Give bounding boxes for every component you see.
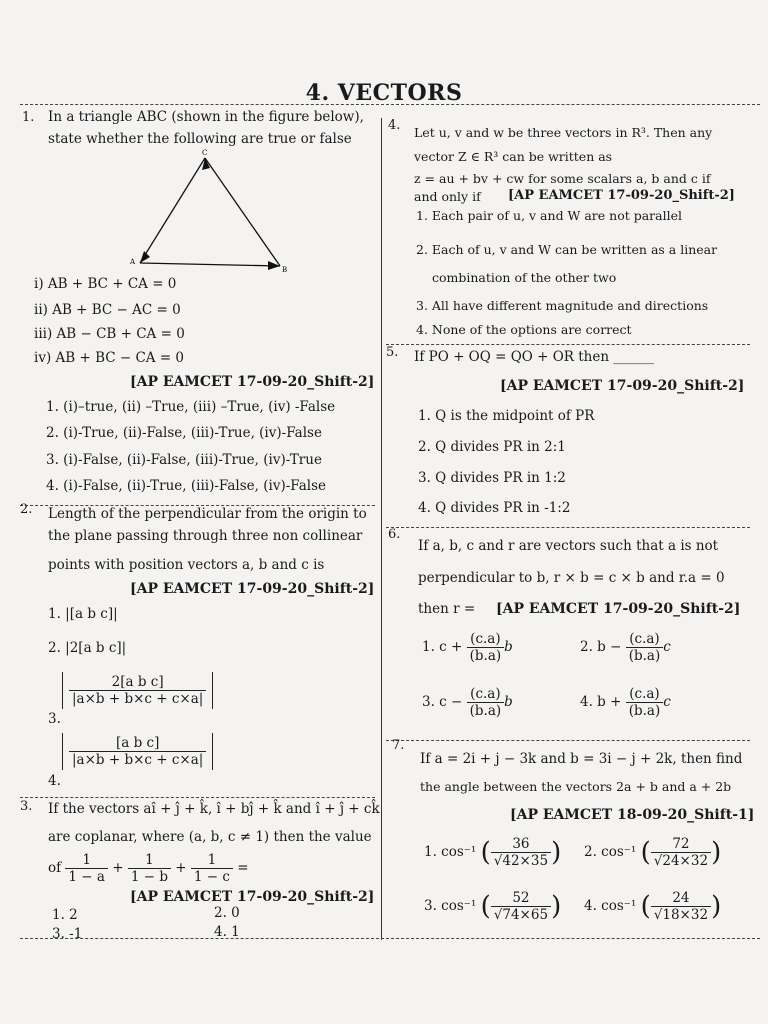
answer-option[interactable]: 2. Q divides PR in 2:1	[418, 439, 566, 455]
answer-option[interactable]	[62, 733, 213, 770]
question-expression: of $\frac{1}{1 - a}$ + $\frac{1}{1 - b}$ + $\frac{1}{1 - c}$ =	[48, 852, 249, 885]
fraction-numerator: (c.a)	[626, 631, 664, 648]
answer-option[interactable]: 3. cos⁻¹ ( $\frac{52}{√74\times 65}$ )	[424, 890, 562, 923]
question-text: the angle between the vectors 2a + b and a + 2b	[420, 779, 732, 794]
fraction-denominator: |a×b + b×c + c×a|	[72, 691, 204, 707]
divider	[386, 740, 750, 741]
page-title: 4. VECTORS	[305, 80, 463, 106]
question-text: If the vectors aî + ĵ + k̂, î + bĵ + k̂ and î + ĵ + ck̂	[48, 801, 380, 817]
fraction-denominator: (b.a)	[469, 703, 502, 719]
answer-option[interactable]: 2. (i)-True, (ii)-False, (iii)-True, (iv)-False	[46, 425, 322, 441]
answer-option[interactable]: 1. cos⁻¹ ( $\frac{36}{√42\times 35}$ )	[424, 836, 562, 869]
question-text: perpendicular to b, r × b = c × b and r.a = 0	[418, 570, 725, 586]
fraction-numerator: 36	[491, 836, 551, 853]
answer-option[interactable]: 4. Q divides PR in -1:2	[418, 500, 571, 516]
divider	[20, 797, 375, 798]
fraction-denominator: √24×32	[653, 853, 709, 869]
vector-symbol: c	[663, 694, 671, 710]
question-number: 2.	[20, 502, 33, 517]
fraction-numerator: 1	[191, 852, 233, 869]
answer-option[interactable]: 1. |[a b c]|	[48, 606, 118, 622]
answer-option[interactable]	[580, 631, 671, 664]
answer-option[interactable]: 3. All have different magnitude and directions	[416, 298, 709, 313]
vector-symbol: c	[663, 639, 671, 655]
answer-option[interactable]: 2. Each of u, v and W can be written as a linear	[416, 242, 718, 257]
question-text: If PO + OQ = QO + OR then ______	[414, 349, 654, 365]
exam-source: [AP EAMCET 17-09-20_Shift-2]	[500, 378, 745, 394]
fraction-denominator: (b.a)	[469, 648, 502, 664]
exam-source: [AP EAMCET 17-09-20_Shift-2]	[130, 374, 375, 390]
question-number: 1.	[22, 110, 35, 125]
question-text: If a, b, c and r are vectors such that a is not	[418, 538, 719, 554]
option-prefix: 4. cos⁻¹	[584, 898, 637, 914]
fraction-numerator: (c.a)	[467, 686, 505, 703]
exam-source: [AP EAMCET 18-09-20_Shift-1]	[510, 807, 755, 823]
exam-source: [AP EAMCET 17-09-20_Shift-2]	[508, 188, 735, 203]
fraction-numerator: 52	[491, 890, 551, 907]
option-prefix: 3. c −	[422, 694, 463, 710]
fraction-numerator: 72	[651, 836, 711, 853]
divider	[386, 344, 750, 345]
question-text: vector Z ∈ R³ can be written as	[414, 149, 613, 164]
divider	[20, 104, 760, 105]
answer-option[interactable]: 1. (i)–true, (ii) –True, (iii) –True, (iv) -False	[46, 399, 336, 415]
fraction-numerator: 1	[65, 852, 108, 869]
fraction-numerator: 2[a b c]	[69, 674, 206, 691]
question-text: the plane passing through three non collinear	[48, 528, 363, 544]
fraction-numerator: 24	[651, 890, 711, 907]
fraction-denominator: |a×b + b×c + c×a|	[72, 752, 204, 768]
triangle-figure	[120, 148, 295, 278]
question-text: points with position vectors a, b and c is	[48, 557, 325, 573]
answer-option[interactable]: 4. None of the options are correct	[416, 322, 632, 337]
option-prefix: 3. cos⁻¹	[424, 898, 477, 914]
fraction-numerator: (c.a)	[467, 631, 505, 648]
question-text: and only if	[414, 189, 481, 204]
question-text: In a triangle ABC (shown in the figure below),	[48, 109, 364, 125]
fraction-denominator: 1 − a	[68, 869, 105, 885]
statement: ii) AB + BC − AC = 0	[34, 302, 181, 318]
answer-option[interactable]	[62, 672, 213, 709]
fraction-numerator: [a b c]	[69, 735, 206, 752]
answer-option[interactable]: 2. |2[a b c]|	[48, 640, 127, 656]
question-text: Let u, v and w be three vectors in R³. Then any	[414, 125, 713, 140]
answer-option[interactable]: 4. (i)-False, (ii)-True, (iii)-False, (iv)-False	[46, 478, 327, 494]
option-prefix: 2. cos⁻¹	[584, 844, 637, 860]
divider	[20, 938, 760, 939]
answer-option[interactable]: 1. 2	[52, 907, 78, 923]
option-prefix: 1. cos⁻¹	[424, 844, 477, 860]
answer-option[interactable]: 3. -1	[52, 926, 83, 942]
fraction-denominator: 1 − b	[130, 869, 168, 885]
option-prefix: 2. b −	[580, 639, 622, 655]
option-prefix: 1. c +	[422, 639, 463, 655]
fraction-numerator: (c.a)	[626, 686, 664, 703]
answer-option[interactable]	[580, 686, 671, 719]
question-text: Length of the perpendicular from the origin to	[48, 506, 367, 522]
vertex-label-b: B	[282, 266, 288, 274]
statement: iii) AB − CB + CA = 0	[34, 326, 185, 342]
question-number: 6.	[388, 527, 401, 542]
option-prefix: 4. b +	[580, 694, 622, 710]
fraction-denominator: √42×35	[493, 853, 549, 869]
fraction-denominator: (b.a)	[628, 703, 661, 719]
divider	[386, 527, 750, 528]
answer-option[interactable]: 2. cos⁻¹ ( $\frac{72}{√24\times 32}$ )	[584, 836, 722, 869]
answer-option[interactable]	[422, 631, 513, 664]
fraction-numerator: 1	[128, 852, 171, 869]
vector-symbol: b	[504, 694, 513, 710]
answer-option-continued: combination of the other two	[432, 270, 617, 285]
question-number: 3.	[20, 799, 33, 814]
vector-symbol: b	[504, 639, 513, 655]
fraction-denominator: 1 − c	[193, 869, 230, 885]
question-number: 7.	[392, 738, 405, 753]
question-number: 4.	[388, 118, 401, 133]
answer-option[interactable]: 4. 1	[214, 924, 240, 940]
question-text: are coplanar, where (a, b, c ≠ 1) then the value	[48, 829, 372, 845]
statement: i) AB + BC + CA = 0	[34, 276, 177, 292]
vertex-label-a: A	[130, 258, 136, 266]
question-text: z = au + bv + cw for some scalars a, b and c if	[414, 171, 711, 186]
fraction-denominator: √18×32	[653, 907, 709, 923]
answer-option[interactable]: 1. Each pair of u, v and W are not parallel	[416, 208, 683, 223]
fraction-denominator: (b.a)	[628, 648, 661, 664]
question-number: 5.	[386, 345, 399, 360]
answer-option[interactable]: 3. Q divides PR in 1:2	[418, 470, 566, 486]
answer-option[interactable]	[422, 686, 513, 719]
option-number: 4.	[48, 773, 61, 789]
question-text: If a = 2i + j − 3k and b = 3i − j + 2k, then find	[420, 751, 743, 767]
statement: iv) AB + BC − CA = 0	[34, 350, 185, 366]
question-text: of	[48, 860, 62, 876]
option-number: 3.	[48, 711, 61, 727]
question-text: then r =	[418, 601, 476, 617]
vertex-label-c: C	[202, 149, 208, 157]
exam-source: [AP EAMCET 17-09-20_Shift-2]	[130, 889, 375, 905]
question-text: state whether the following are true or false	[48, 131, 352, 147]
answer-option[interactable]: 3. (i)-False, (ii)-False, (iii)-True, (iv)-True	[46, 452, 322, 468]
exam-source: [AP EAMCET 17-09-20_Shift-2]	[130, 581, 375, 597]
answer-option[interactable]: 1. Q is the midpoint of PR	[418, 408, 595, 424]
answer-option[interactable]: 2. 0	[214, 905, 240, 921]
column-divider	[381, 118, 382, 940]
answer-option[interactable]: 4. cos⁻¹ ( $\frac{24}{√18\times 32}$ )	[584, 890, 722, 923]
exam-source: [AP EAMCET 17-09-20_Shift-2]	[496, 601, 741, 617]
fraction-denominator: √74×65	[493, 907, 549, 923]
